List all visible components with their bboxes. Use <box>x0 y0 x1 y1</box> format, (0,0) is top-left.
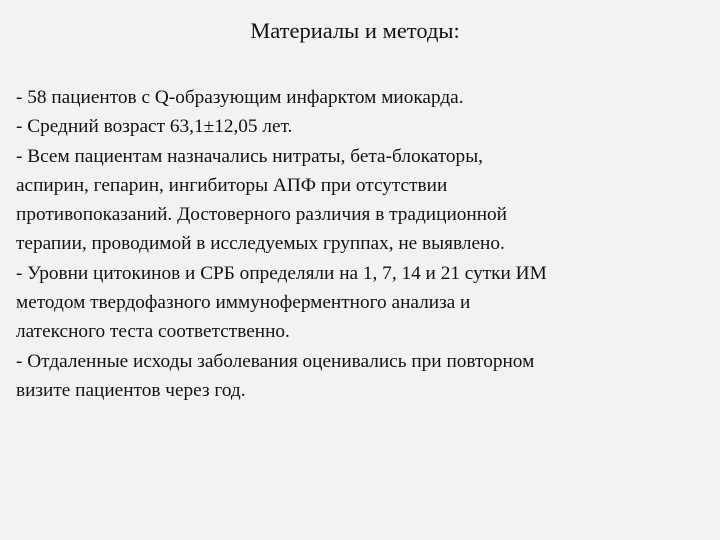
body-line: - Всем пациентам назначались нитраты, бета-блокаторы, <box>16 145 483 167</box>
body-line: методом твердофазного иммуноферментного анализа и <box>16 292 471 314</box>
body-line: терапии, проводимой в исследуемых группах, не выявлено. <box>16 233 505 255</box>
body-line: - Отдаленные исходы заболевания оценивались при повторном <box>16 350 535 372</box>
body-line: - Средний возраст 63,1±12,05 лет. <box>16 116 293 138</box>
body-line: - 58 пациентов с Q-образующим инфарктом миокарда. <box>16 87 464 108</box>
body-line: визите пациентов через год. <box>16 379 246 401</box>
body-line: латексного теста соответственно. <box>16 321 290 343</box>
slide-title: Материалы и методы: <box>250 18 460 43</box>
body-line: противопоказаний. Достоверного различия в традиционной <box>16 204 507 226</box>
slide-body <box>16 83 711 405</box>
body-line: аспирин, гепарин, ингибиторы АПФ при отсутствии <box>16 174 448 196</box>
body-line: - Уровни цитокинов и СРБ определяли на 1, 7, 14 и 21 сутки ИМ <box>16 262 547 284</box>
